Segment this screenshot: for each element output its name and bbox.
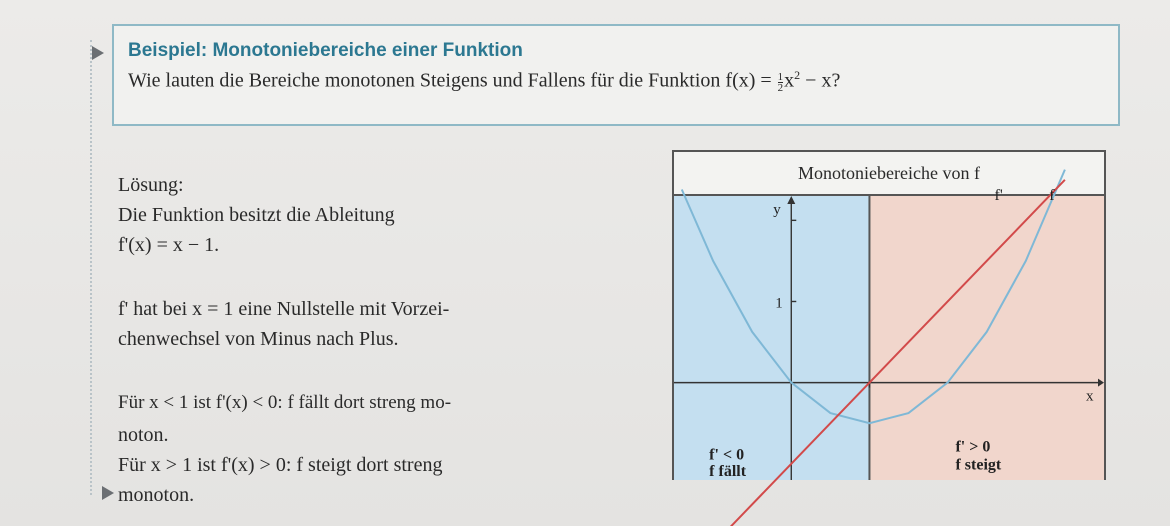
solution-heading: Lösung: [118,174,184,196]
margin-dotted-line [90,40,92,495]
chart-plot-area [674,187,1104,480]
solution-line: Für x > 1 ist f'(x) > 0: f steigt dort streng [118,454,443,476]
solution-line: monoton. [118,484,195,506]
annotation-text: f fällt [709,462,747,480]
example-question: Wie lauten die Bereiche monotonen Steigens und Fallens für die Funktion f(x) = $\frac{1}{2}$ $x^2 - x$? [128,68,841,94]
annotation-condition: f' > 0 [955,438,991,456]
solution-line: Die Funktion besitzt die Ableitung [118,204,395,226]
solution-line: f' hat bei x = 1 eine Nullstelle mit Vorzei- [118,298,450,320]
solution-line: chenwechsel von Minus nach Plus. [118,328,399,350]
chart-title: Monotoniebereiche von f [674,152,1104,196]
x-axis-label: x [1086,388,1094,405]
example-title: Beispiel: Monotoniebereiche einer Funktion [128,40,523,61]
solution-line: f'(x) = x − 1. [118,234,220,256]
formula-lhs: f(x) = [725,69,777,92]
solution-line: Für x < 1 ist f'(x) < 0: f fällt dort streng mo- [118,392,452,413]
example-box [112,24,1120,126]
question-text: Wie lauten die Bereiche monotonen Steigens und Fallens für die Funktion [128,69,726,92]
solution-line: noton. [118,424,169,446]
series-label: f [1049,187,1055,205]
formula-fraction: $\frac{1}{2}$ [777,70,784,94]
annotation-text: f steigt [955,456,1002,474]
annotation-condition: f' < 0 [709,446,745,464]
triangle-marker-icon [92,46,104,60]
y-axis-label: y [773,202,781,218]
monotonicity-chart [672,150,1106,480]
region-right-rising [869,196,1104,480]
series-label: f' [994,187,1003,205]
y-tick-label: 1 [775,295,783,312]
triangle-marker-icon [102,486,114,500]
